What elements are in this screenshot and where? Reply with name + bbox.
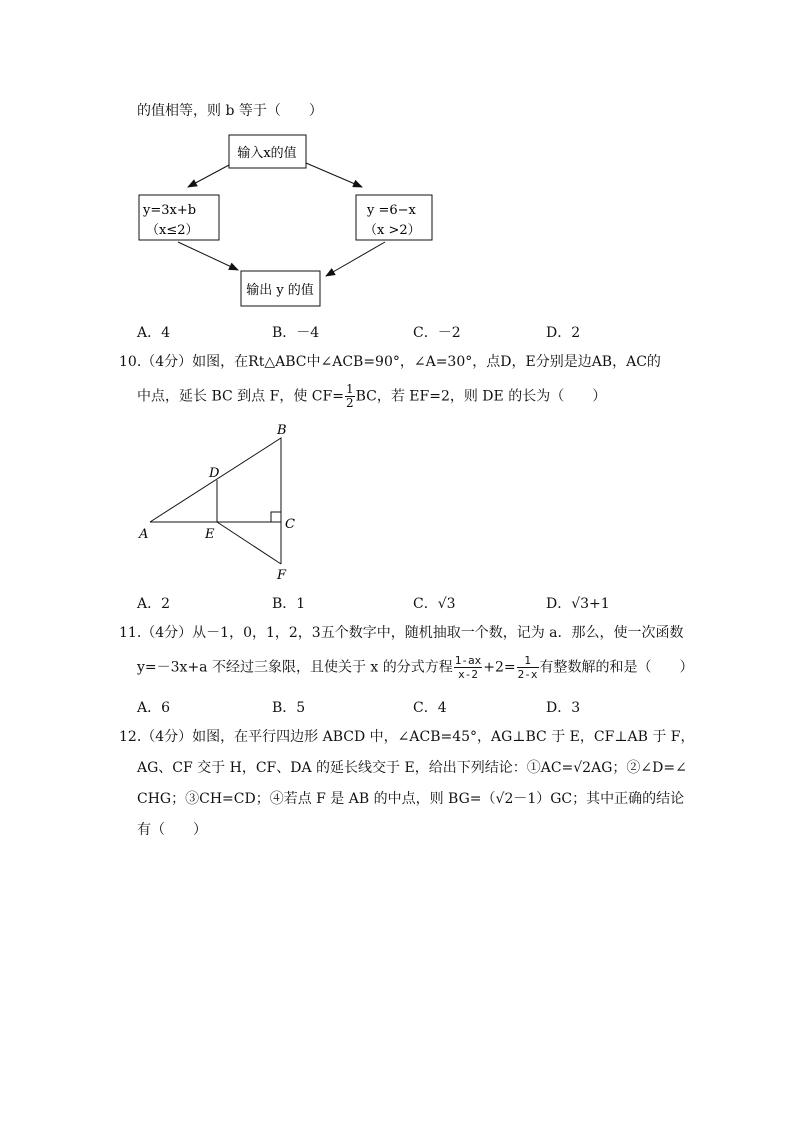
q11-mid: +2= xyxy=(483,659,516,676)
q11-fraction-1 xyxy=(454,654,483,681)
q11-line2 xyxy=(137,654,694,681)
q10-option-a: A．2 xyxy=(137,596,171,612)
q11-f2-den: 2-x xyxy=(517,668,538,681)
q9-question-tail: 的值相等，则 b 等于（ ） xyxy=(137,103,323,119)
q11-option-b: B．5 xyxy=(272,700,306,716)
flow-output-text: 输出 y 的值 xyxy=(246,283,314,298)
q11-line2-post: 有整数解的和是（ ） xyxy=(539,659,694,676)
q11-f1-den: x-2 xyxy=(458,668,478,681)
q10-frac-den: 2 xyxy=(345,396,354,410)
q10-frac-num: 1 xyxy=(345,382,354,396)
label-f: F xyxy=(277,568,287,583)
q10-option-c: C．√3 xyxy=(413,596,456,612)
label-a: A xyxy=(139,527,149,542)
flow-right-line2: （x >2） xyxy=(364,223,421,238)
q9-option-a: A．4 xyxy=(137,325,171,341)
label-d: D xyxy=(209,466,220,481)
flow-right-line1: y =6−x xyxy=(367,203,416,218)
q9-option-c: C．－2 xyxy=(413,325,461,341)
q12-line4: 有（ ） xyxy=(137,822,207,838)
q11-fraction-2 xyxy=(517,654,539,681)
q10-option-d: D．√3+1 xyxy=(546,596,610,612)
segment-ef xyxy=(217,522,281,564)
q11-line1: 11.（4分）从－1，0，1，2，3五个数字中，随机抽取一个数，记为 a．那么，使一次函数 xyxy=(119,625,684,641)
flow-left-line2: （x≤2） xyxy=(146,223,199,238)
label-b: B xyxy=(277,423,287,438)
label-c: C xyxy=(285,517,295,532)
q11-line2-pre: y=－3x+a 不经过三象限，且使关于 x 的分式方程 xyxy=(137,659,453,676)
q9-option-d: D．2 xyxy=(546,325,581,341)
flow-input-text: 输入x的值 xyxy=(237,146,297,161)
q10-option-b: B．1 xyxy=(272,596,306,612)
right-angle-mark xyxy=(271,512,281,522)
q10-line1: 10.（4分）如图，在Rt△ABC中∠ACB=90°，∠A=30°，点D，E分别是边AB，AC的 xyxy=(119,354,661,370)
flow-left-line1: y=3x+b xyxy=(143,203,197,218)
q12-line2: AG、CF 交于 H，CF、DA 的延长线交于 E，给出下列结论：①AC=√2AG；②∠D=∠ xyxy=(137,760,687,776)
q10-line2-post: BC，若 EF=2，则 DE 的长为（ ） xyxy=(355,388,607,405)
q11-f2-num: 1 xyxy=(517,654,539,668)
label-e: E xyxy=(205,527,215,542)
q10-line2-pre: 中点，延长 BC 到点 F，使 CF= xyxy=(137,388,344,405)
q12-line1: 12.（4分）如图，在平行四边形 ABCD 中，∠ACB=45°，AG⊥BC 于 E，CF⊥AB 于 F， xyxy=(119,729,695,745)
q11-option-c: C．4 xyxy=(413,700,447,716)
q11-option-d: D．3 xyxy=(546,700,581,716)
q11-option-a: A．6 xyxy=(137,700,171,716)
q11-f1-num: 1-ax xyxy=(454,654,482,667)
q12-line3: CHG；③CH=CD；④若点 F 是 AB 的中点，则 BG=（√2－1）GC；其中正确的结论 xyxy=(137,791,685,807)
q9-option-b: B．－4 xyxy=(272,325,320,341)
